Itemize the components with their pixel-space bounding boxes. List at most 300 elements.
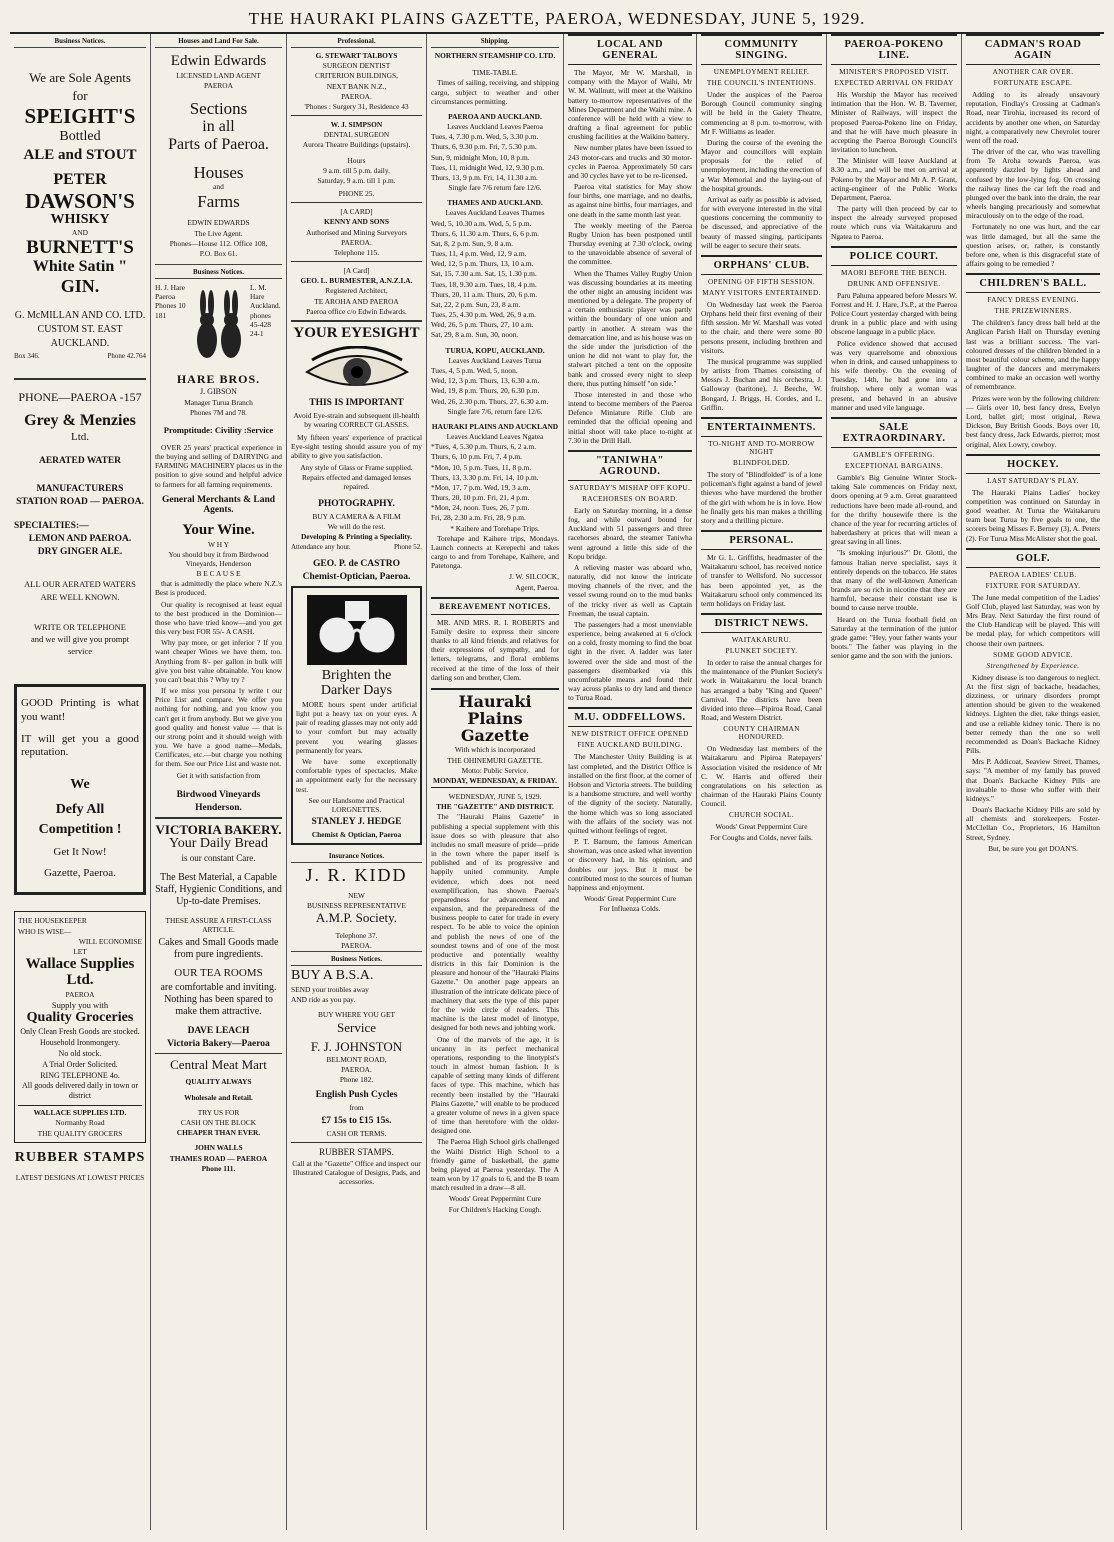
timetable-heading: PAEROA AND AUCKLAND. [448, 111, 542, 121]
ad-text: W. J. SIMPSON [330, 120, 383, 130]
ad-headline: RUBBER STAMPS [14, 1149, 146, 1165]
section-subtitle: DRUNK AND OFFENSIVE. [847, 279, 941, 288]
section-subtitle: ANOTHER CAR OVER. [992, 68, 1074, 76]
ad-headline: Darker Days [320, 683, 393, 699]
ad-text: DRY GINGER ALE. [37, 547, 123, 558]
ad-headline: White Satin " [32, 258, 128, 276]
section-subtitle: FIXTURE FOR SATURDAY. [985, 581, 1081, 590]
ad-text: Supply you with [51, 999, 109, 1010]
ad-text: Registered Architect, [325, 286, 388, 296]
section-subtitle: OPENING OF FIFTH SESSION. [707, 277, 816, 286]
article-body: Early on Saturday morning, in a dense fog, and while outward bound for Auckland with 51 passengers and three racehorses aboard, the steamer Taniwha went aground a little this side of the Kopu bridge. [568, 505, 692, 561]
section-heading: Houses and Land For Sale. [155, 34, 282, 48]
article-body: The story of "Blindfolded" is of a lone policeman's fight against a band of jewel thieves who have murdered the brother of the girl with whom he is in love. How he finally gets his man makes a thrilling story and a thrilling picture. [701, 469, 822, 525]
ad-body: Torehape and Kaihere trips, Mondays. Launch connects at Kerepechi and takes cargo to and from Torehape, Kaihere, and Patetonga. [431, 533, 559, 571]
ad-headline: Service [337, 1019, 376, 1035]
ad-footer [14, 352, 146, 360]
timetable-row: *Mon, 17, 7 p.m. Wed, 19, 3 a.m. [431, 482, 531, 492]
ad-text: LET [73, 946, 87, 956]
timetable-row: Tues, 18, 9.30 a.m. Tues, 18, 4 p.m. [431, 279, 537, 289]
timetable-rows [431, 219, 559, 340]
section-subtitle: NEW DISTRICT OFFICE OPENED [571, 730, 689, 739]
section-title: M.U. ODDFELLOWS. [568, 707, 692, 727]
section-title: CADMAN'S ROAD AGAIN [966, 34, 1100, 65]
ad-text: Phones—House 112. Office 108, [169, 238, 268, 248]
ad-text: PAEROA. [341, 237, 372, 247]
ad-body: that is admittedly the place where N.Z.'s Best is produced. [155, 579, 282, 598]
ad-text: Single fare 7/6 return fare 12/6. [448, 183, 542, 193]
ad-headline: £7 15s to £15 15s. [321, 1115, 392, 1126]
article-body: Paeroa vital statistics for May show four births, one marriage, and no deaths, as against nine births, four marriages, and one death in the same month last year. [568, 182, 692, 219]
ad-text: service [67, 646, 93, 657]
ad-headline: ALE and STOUT [23, 147, 137, 164]
ad-body: Why pay more, or get inferior ? If you want cheaper Wines we have them, too. Anything from 8/- per gallon in bulk will give you best value obtainable. You know you can't beat this ? Why try ? [155, 638, 282, 684]
section-subtitle: WAITAKARURU. [731, 636, 792, 645]
ad-text: MONDAY, WEDNESDAY, & FRIDAY. [431, 776, 559, 788]
ad-text: Gazette, Paeroa. [44, 867, 116, 880]
ad-text: is our constant Care. [181, 853, 256, 864]
ad-headline: Edwin Edwards [170, 53, 267, 69]
column-7 [827, 34, 962, 1530]
ad-text: Phone 182. [339, 1075, 374, 1085]
ad-text: SEND your troubles away [291, 985, 369, 995]
ad-text: IT will get you a good reputation. [21, 732, 139, 759]
ad-headline: Your Wine. [182, 521, 255, 538]
ad-text: CASH OR TERMS. [326, 1128, 387, 1138]
timetable-row: Wed, 12, 5 p.m. Thurs, 13, 10 a.m. [431, 259, 534, 269]
article-body: Heard on the Turua football field on Saturday at the termination of the junior grade game: "Hey, your father wants your boots." The father was playing in the senior game and the son with the juniors. [831, 614, 957, 661]
ad-headline: VICTORIA BAKERY. [155, 821, 282, 837]
column-2 [151, 34, 287, 1530]
article-body: The Minister will leave Auckland at 8.30 a.m., and will be met on arrival at Pokeno by the Mayor and Mr A. P. Grant, acting-engineer of the Public Works Department, Paeroa. [831, 156, 957, 202]
ad-headline: F. J. JOHNSTON [310, 1039, 403, 1055]
ad-text: 'Phones : Surgery 31, Residence 43 [304, 101, 409, 111]
section-subtitle: COUNTY CHAIRMAN HONOURED. [723, 725, 800, 742]
ad-text: The Live Agent. [194, 228, 243, 238]
ad-text: THESE ASSURE A FIRST-CLASS ARTICLE. [165, 916, 272, 935]
ad-text: CASH ON THE BLOCK [180, 1118, 257, 1127]
ad-text: QUALITY ALWAYS [185, 1077, 252, 1087]
section-subtitle: EXCEPTIONAL BARGAINS. [845, 461, 943, 470]
timetable-rows [431, 132, 559, 182]
section-title: PERSONAL. [701, 530, 822, 550]
ad-text: No old stock. [58, 1048, 102, 1058]
ad-text: WRITE OR TELEPHONE [34, 621, 126, 632]
ad-text: AND [71, 228, 88, 238]
timetable-row: Thurs, 6, 9.30 p.m. Fri, 7, 5.30 p.m. [431, 142, 537, 152]
ad-text: GEO. L. BURMESTER, A.N.Z.I.A. [300, 276, 413, 286]
article-body: Under the auspices of the Paeroa Borough Council community singing will be held in the Gaiety Theatre, commencing at 8 p.m. to-morrow, with Mr F. Williams as leader. [701, 90, 822, 136]
article-body: When the Thames Valley Rugby Union was discussing boundaries at its meeting the other night an amusing incident was mentioned by a delegate. The property of a certain enthusiastic player was partly within the boundary of one union and partly in another. A stream was the demarcation line, and as his house was on the side under the jurisdiction of the union he did not want to play for, the stalwart pitched a tent on the opposite bank and crossed every night to sleep there, thus putting himself "on side." [568, 268, 692, 388]
article-body: The "Hauraki Plains Gazette" in publishing a special supplement with this issue does so with pleasure that also includes no small measure of pride—pride in the town where the paper itself is published and of its progressive and happily united community. Ample evidence, which does not need exemplification, has shown Paeroa's preparedness for advancement and expansion, and the preparedness of the business people to cater for trade in every respect. To be able to voice the opinion and publish the news of one of the soundest towns and of one of the most productive and potentially wealthy districts in this fair Dominion is the pleasure and honour of the "Hauraki Plains Gazette." On another page appears an illustration of the intricate delicate piece of machinery that sets the type of this paper for the wide circle of readers. This machine is the latest model of linotype, designed for both news and jobbing work. [431, 812, 559, 1033]
article-body: A relieving master was aboard who, naturally, did not know the intricate moving channels of the river, and the vessel swung round on to the mud banks of the tricky river as well as Captain Freeman, the usual captain. [568, 562, 692, 618]
section-title: PAEROA-POKENO LINE. [831, 34, 957, 65]
ad-text: MANUFACTURERS [36, 484, 124, 495]
column-4 [427, 34, 564, 1530]
section-title: ENTERTAINMENTS. [701, 417, 822, 437]
ad-text: See our Handsome and Practical LORGNETTES. [308, 795, 405, 814]
ad-text: J. GIBSON [200, 386, 237, 396]
ad-headline: STANLEY J. HEDGE [311, 817, 402, 828]
ad-text: Paeroa office c/o Edwin Edwards. [306, 306, 407, 316]
ad-headline: in all [202, 117, 235, 135]
ad-text: For Influenza Colds. [599, 904, 661, 914]
paper-nameplate: Hauraki Plains Gazette [431, 688, 559, 744]
ad-text: Telephone 37. [335, 931, 378, 941]
timetable-row: Tues, 4, 7.30 p.m. Wed, 5, 3.30 p.m. [431, 132, 539, 142]
section-subtitle: PAEROA LADIES' CLUB. [989, 570, 1077, 579]
ad-text: Agent, Paeroa. [515, 582, 559, 592]
section-title: GOLF. [966, 548, 1100, 568]
ad-body: Our quality is recognised at least equal to the best produced in the Dominion—those who have tried know—and you get this very best FOR 55/- A CASH. [155, 599, 282, 637]
ad-headline: PHOTOGRAPHY. [318, 499, 395, 510]
ad-headline: Houses [193, 162, 244, 182]
ad-text: Authorised and Mining Surveyors [306, 227, 407, 237]
section-title: DISTRICT NEWS. [701, 613, 822, 633]
section-subtitle: EXPECTED ARRIVAL ON FRIDAY [834, 79, 954, 87]
timetable-cols: Leaves Auckland Leaves Turua [448, 355, 542, 365]
timetable-cols: Leaves Auckland Leaves Ngatea [446, 432, 544, 442]
section-subtitle: FINE AUCKLAND BUILDING. [577, 741, 683, 750]
article-body: The musical programme was supplied by artists from Thames consisting of Messrs J. Buchan and his orchestra, J. Galloway (baritone), J. Beeche, W. Bongard, J. Briggs, H. Cordes, and L. Griffin. [701, 356, 822, 412]
section-subtitle: Strengthened by Experience. [986, 661, 1080, 670]
ad-text: and [213, 182, 224, 192]
ad-headline: English Push Cycles [315, 1090, 398, 1101]
ad-text: Chemist & Optician, Paeroa [311, 830, 402, 840]
timetable-row: Sun, 9, midnight Mon, 10, 8 p.m. [431, 152, 530, 162]
ad-headline: A.M.P. Society. [315, 910, 398, 926]
ad-text: Get it with satisfaction from [176, 770, 261, 780]
ad-text: For Children's Hacking Cough. [448, 1204, 542, 1214]
article-body: His Worship the Mayor has received intimation that the Hon. W. B. Taverner, Minister of Railways, will inspect the proposed Paeroa-Pokeno line on Friday, and that he will have much pleasure in accepting the Paeroa Borough Council's invitation to luncheon. [831, 90, 957, 155]
article-body: The children's fancy dress ball held at the Anglican Parish Hall on Thursday evening last was a brilliant success. The vari-coloured dresses of the children blended in a most beautiful colour scheme, and the happy laughter of the dancers and merrymakers combined to make an occasion well worthy of remembrance. [966, 318, 1100, 392]
ad-text: All goods delivered daily in town or district [22, 1081, 138, 1101]
ad-text: AND ride as you pay. [291, 995, 356, 1005]
article-body: Police evidence showed that accused was very quarrelsome and obnoxious when in drink, and caused unhappiness to his wife thereby. On the evening of Tuesday, 14th, he had gone into a fruitshop, where only a woman was present, and behaved in an abusive manner and used vile language. [831, 338, 957, 412]
page-masthead: THE HAURAKI PLAINS GAZETTE, PAEROA, WEDNESDAY, JUNE 5, 1929. [10, 6, 1104, 34]
timetable-row: Fri, 28, 2.30 a.m. Fri, 28, 9 p.m. [431, 513, 526, 523]
printing-ad [14, 684, 146, 895]
timetable-cols: Leaves Auckland Leaves Paeroa [447, 122, 543, 132]
ad-text: PAEROA [65, 989, 95, 999]
ad-text: Household Ironmongery. [40, 1037, 120, 1047]
ad-text: [A Card] [343, 266, 370, 276]
section-subtitle: MAORI BEFORE THE BENCH. [840, 268, 948, 277]
optician-ad [291, 586, 422, 846]
ad-headline: PETER [53, 170, 107, 188]
ad-text: PHONE 25. [338, 189, 375, 199]
section-title: ORPHANS' CLUB. [701, 255, 822, 275]
section-subtitle: PLUNKET SOCIETY. [725, 647, 798, 656]
ad-text: RING TELEPHONE 4o. [40, 1070, 120, 1080]
ad-headline: BUY A B.S.A. [291, 968, 374, 984]
section-subtitle: BLINDFOLDED. [733, 458, 790, 467]
ad-headline: YOUR EYESIGHT [293, 324, 420, 341]
article-body: Fortunately no one was hurt, and the car was little damaged, but all the same the question arises, or, rather, is constantly before one, when is this disgraceful state of affairs going to be remedied ? [966, 222, 1100, 269]
section-subtitle: MANY VISITORS ENTERTAINED. [702, 288, 821, 297]
article-body: Kidney disease is too dangerous to neglect. At the first sign of backache, headaches, dizziness, or urinary disorders prompt attention should be given to the weakened kidneys. Lighten the diet, take things easier, and use a reliable kidney tonic. There is no better remedy than the one so well recommended as Doan's Backache Kidney Pills. [966, 672, 1100, 756]
column-1 [10, 34, 151, 1530]
ad-text: for [72, 87, 88, 103]
timetable-row: *Mon, 10, 5 p.m. Tues, 11, 8 p.m. [431, 462, 532, 472]
article-body: P. T. Barnum, the famous American showman, was once asked what invention or discovery had, in his opinion, and doubles our joys. But it must be contributed most to the sources of human happiness and enjoyment. [568, 837, 692, 892]
ad-body: Times of sailing, receiving, and shipping cargo, subject to weather and other circumstances permitting. [431, 78, 559, 106]
ad-text: WALLACE SUPPLIES LTD. [18, 1105, 142, 1117]
ad-headline: WHISKY [50, 211, 110, 227]
timetable-rows [431, 442, 559, 522]
ad-text: Get It Now! [53, 845, 107, 858]
ad-headline: Parts of Paeroa. [168, 135, 269, 153]
ad-body: MORE hours spent under artificial light put a heavy tax on your eyes. A pair of reading glasses may not only add to your comfort but may actually prevent you wearing glasses permanently for years. [296, 699, 417, 755]
section-heading: Shipping. [431, 34, 559, 48]
ad-text: THAMES ROAD — PAEROA [169, 1153, 268, 1163]
ad-text: RUBBER STAMPS. [319, 1146, 394, 1157]
ad-text: are comfortable and inviting. Nothing has been spared to make them attractive. [160, 981, 277, 1017]
ad-text: Cakes and Small Goods made from pure ingredients. [158, 936, 279, 960]
ad-text: PAEROA. [341, 1065, 372, 1075]
timetable-row: *Mon, 24, noon. Tues, 26, 7 p.m. [431, 503, 530, 513]
timetable-heading: TURUA, KOPU, AUCKLAND. [445, 345, 545, 355]
ad-headline: Farms [197, 191, 240, 211]
ad-headline: GEO. P. de CASTRO [312, 558, 400, 569]
eye-illustration [302, 346, 412, 394]
timetable-row: Tues, 11, midnight Wed, 12, 9.30 p.m. [431, 162, 545, 172]
section-subtitle: SOME GOOD ADVICE. [993, 650, 1073, 659]
ad-text: OUR TEA ROOMS [174, 966, 263, 979]
ad-headline: Central Meat Mart [170, 1056, 267, 1072]
ad-text: PAEROA [204, 80, 233, 90]
section-subtitle: SATURDAY'S MISHAP OFF KOPU. [569, 483, 691, 492]
ad-text: For Coughs and Colds, never fails. [710, 832, 813, 842]
article-body: The June medal competition of the Ladies' Golf Club, played last Saturday, was won by Mrs Bray. Next Saturday the first round of the Club Handicap will be played. This will be medal play, for which competitors will choose their own partners. [966, 592, 1100, 648]
section-subtitle: CHURCH SOCIAL. [728, 811, 795, 820]
section-title: CHILDREN'S BALL. [966, 273, 1100, 293]
timetable-row: Thurs, 20, 11 a.m. Thurs, 20, 6 p.m. [431, 289, 538, 299]
phone-number: Phone 42.764 [107, 352, 146, 361]
ad-text: Manager Turua Branch [184, 397, 253, 407]
ad-text: BUY A CAMERA & A FILM [312, 512, 401, 522]
ad-headline: DAWSON'S [25, 188, 135, 213]
ad-headline: J. R. KIDD [305, 865, 408, 886]
ad-text: L. M. Hare Auckland. phones 45-428 24-1 [250, 283, 281, 338]
ad-text: BELMONT ROAD, [326, 1054, 387, 1064]
column-3 [287, 34, 427, 1530]
hare-bros-ad [155, 282, 282, 372]
article-body: Prizes were won by the following children:— Girls over 10, best fancy dress, Evelyn Lord, ballet girl; most original, Rewa Dickson, Buy British Goods. Boys over 10, best fancy dress, Jack Edwards, pierrot; most original, Alex Lowry, cowboy. [966, 393, 1100, 449]
column-6 [697, 34, 827, 1530]
section-subtitle: THE PRIZEWINNERS. [994, 307, 1072, 316]
timetable-row: Tues, 11, 4 p.m. Wed, 12, 9 a.m. [431, 249, 527, 259]
section-title: POLICE COURT. [831, 246, 957, 266]
section-heading: Business Notices. [14, 34, 146, 48]
ad-headline: SPEIGHT'S [24, 104, 136, 129]
dateline: WEDNESDAY, JUNE 5, 1929. [448, 792, 542, 802]
timetable-row: Thurs, 13, 9 p.m. Fri, 14, 11.30 a.m. [431, 172, 538, 182]
article-body: The weekly meeting of the Paeroa Rugby Union has been postponed until Thursday evening at 7.30 o'clock, owing to the unavoidable absence of several of the committee. [568, 220, 692, 267]
ad-text: BUSINESS REPRESENTATIVE [307, 901, 406, 911]
section-title: "TANIWHA" AGROUND. [568, 450, 692, 481]
article-body: "Is smoking injurious?" Dr. Glotti, the famous Italian nerve specialist, says it entirely depends on the tobacco. He states that many of the well-known American brands are so rich in nicotine that they are harmful, because their constant use is bound to cause nerve trouble. [831, 548, 957, 613]
section-subtitle: THE COUNCIL'S INTENTIONS. [706, 79, 817, 87]
ad-text: * Kaihere and Torehape Trips. [450, 523, 540, 533]
section-subtitle: MINISTER'S PROPOSED VISIT. [839, 68, 949, 76]
ad-text: WHO IS WISE— [18, 926, 72, 936]
ad-text: KENNY AND SONS [323, 217, 390, 227]
ad-headline: Promptitude: Civility :Service [163, 424, 274, 435]
section-subtitle: TO-NIGHT AND TO-MORROW NIGHT [708, 439, 815, 456]
timetable-row: Thurs, 6, 10 p.m. Fri, 7, 4 p.m. [431, 452, 522, 462]
ad-text: Only Clean Fresh Goods are stocked. [20, 1026, 140, 1036]
rabbits-illustration [189, 282, 249, 372]
ad-headline: BURNETT'S [26, 237, 134, 259]
article-body: Adding to its already unsavoury reputation, Findlay's Crossing at Cadman's Road, near Tirohia, increased its record of accidents by another one when, on Saturday night, a comparatively new Chevrolet tourer went off the road. [966, 90, 1100, 145]
column-5 [564, 34, 697, 1530]
timetable-row: Thurs, 20, 10 p.m. Fri, 21, 4 p.m. [431, 493, 530, 503]
ad-text: EDWIN EDWARDS [187, 218, 250, 228]
article-body: Those interested in and those who intend to become members of the Paeroa Defence Miniature Rifle Club are reminded that the official opening and initial shoot will take place to-night at 7.30 in the Drill Hall. [568, 389, 692, 445]
ad-text: Bottled [59, 129, 101, 145]
timetable-row: Wed, 26, 5 p.m. Thurs, 27, 10 a.m. [431, 320, 534, 330]
ad-headline: THIS IS IMPORTANT [309, 397, 404, 408]
section-heading: Business Notices. [155, 264, 282, 279]
spectacles-illustration [307, 595, 407, 665]
section-heading: Business Notices. [291, 951, 422, 966]
ad-headline: Grey & Menzies [24, 411, 136, 429]
timetable-heading: THAMES AND AUCKLAND. [447, 198, 543, 208]
ad-headline: Birdwood Vineyards [176, 789, 261, 800]
section-subtitle: FORTUNATE ESCAPE. [993, 79, 1073, 87]
ad-text: G. STEWART TALBOYS [315, 51, 398, 60]
ad-text: 9 a.m. till 5 p.m. daily. [323, 165, 390, 175]
timetable-row: Sat, 22, 2 p.m. Sun, 23, 8 a.m. [431, 299, 521, 309]
ad-text: THE HOUSEKEEPER [18, 916, 87, 926]
timetable-row: Wed, 19, 8 p.m. Thurs, 20, 6.30 p.m. [431, 386, 540, 396]
ad-text: CHEAPER THAN EVER. [176, 1128, 261, 1138]
ad-text: J. W. SILCOCK, [509, 572, 559, 582]
article-body: The driver of the car, who was travelling from Te Aroha towards Paeroa, was apparently dazzled by lights ahead and confused by the low-lying fog. On crossing the railway lines the car left the road and plunged over the bank into the drain, the rear wheels hanging precariously and somewhat miraculously on to the edge of the road. [966, 147, 1100, 221]
ad-text: CRITERION BUILDINGS, [315, 71, 398, 81]
article-headline: THE "GAZETTE" AND DISTRICT. [436, 802, 554, 812]
ad-text: and we will give you prompt [31, 634, 129, 645]
section-heading: Professional. [291, 34, 422, 48]
ad-text: THE OHINEMURI GAZETTE. [447, 755, 543, 765]
ad-text: TE AROHA AND PAEROA [314, 296, 399, 306]
ad-text: B E C A U S E [196, 569, 241, 579]
section-title: COMMUNITY SINGING. [701, 34, 822, 65]
ad-headline: Defy All [55, 801, 105, 817]
ad-text: AERATED WATER [38, 456, 122, 467]
ad-headline: HARE BROS. [176, 372, 261, 387]
ad-text: NEW [348, 891, 365, 901]
ad-headline: PHONE—PAEROA -157 [18, 390, 142, 405]
timetable-row: Sat, 15, 7.30 a.m. Sat, 15, 1.30 p.m. [431, 269, 537, 279]
ad-text: We are Sole Agents [29, 70, 131, 85]
ad-text: [A CARD] [340, 207, 373, 217]
section-subtitle: LAST SATURDAY'S PLAY. [987, 476, 1079, 485]
notice-body: MR. AND MRS. R. I. ROBERTS and Family desire to express their sincere thanks to all kind friends and relatives for their expressions of sympathy, and for letters, telegrams, and floral emblems received at the time of the loss of their darling son and brother, Clem. [431, 617, 559, 682]
article-body: One of the marvels of the age, it is uncanny in its perfect mechanical operations, responding to the linotypist's touch in almost human fashion. It is capable of setting many kinds of different faces of type. This machine, which has recently been installed by the "Hauraki Plains Gazette," will enable to be produced a greater volume of news in a given space of time than heretofore with the older-designed one. [431, 1034, 559, 1136]
article-body: Mrs P. Addicoat, Seaview Street, Thames, says: "A member of my family has proved that Doan's Backache Kidney Pills are invaluable to those who suffer with their kidneys." [966, 757, 1100, 803]
ad-text: A Trial Order Solicited. [42, 1059, 118, 1069]
ad-text: Motto: Public Service. [461, 765, 529, 775]
column-8 [962, 34, 1104, 1530]
article-body: Doan's Backache Kidney Pills are sold by all chemists and storekeepers. Foster-McClellan Co., Proprietors, 16 Hamilton Street, Sydney. [966, 805, 1100, 842]
ad-headline: DAVE LEACH [187, 1025, 250, 1036]
ad-body: If we miss you persona ly write t our Price List and compare. We offer you nothing for nothing, and you know you can't get it from anybody. But we give you good quality and honest value — that is our strong point and it should weigh with you. We have a good name—Medals, Certificates, etc.—but charge you nothing for them. See our Price List and waste not. [155, 686, 282, 769]
timetable-row: Thurs, 13, 3.30 p.m. Fri, 14, 10 p.m. [431, 472, 539, 482]
ad-text: Avoid Eye-strain and subsequent ill-health by wearing CORRECT GLASSES. [293, 410, 420, 429]
ad-text: LICENSED LAND AGENT [176, 70, 261, 80]
ad-text: Ltd. [70, 431, 90, 444]
article-body: Arrival as early as possible is advised, for with everyone interested in the vital questions concerning the community to be discussed, and appreciative of the beauty of massed singing, participants will be eager to secure their seats. [701, 194, 822, 250]
article-body: The party will then proceed by car to inspect the already surveyed proposed route which runs via Waitakaruru and Ngatea to Paeroa. [831, 204, 957, 241]
article-body: Paru Pahuna appeared before Messrs W. Forrest and H. J. Hare, J's.P., at the Paeroa Police Court yesterday charged with being drunk in a public place and with using obscene language in a public place. [831, 290, 957, 337]
ad-text: Normanby Road [55, 1118, 105, 1128]
ad-body: OVER 25 years' practical experience in the buying and selling of DAIRYING and FARMING MACHINERY places us in the position to give sound and helpful advice to farmers for all farming requirements. [155, 442, 282, 489]
ad-text: CUSTOM ST. EAST [37, 324, 123, 336]
timetable-row: Sat, 29, 8 a.m. Sun, 30, noon. [431, 330, 519, 340]
ad-text: Wholesale and Retail. [184, 1092, 253, 1102]
ad-text: We will do the rest. [327, 522, 386, 532]
timetable-row: Sat, 8, 2 p.m. Sun, 9, 8 a.m. [431, 238, 513, 248]
ad-text: Woods' Great Peppermint Cure [715, 822, 808, 832]
ad-headline: Wallace Supplies Ltd. [25, 956, 135, 988]
timetable-row: *Tues, 4, 5.30 p.m. Thurs, 6, 2 a.m. [431, 442, 537, 452]
article-body: In order to raise the annual charges for the maintenance of the Plunket Society's work in Waitakaruru the local branch has arranged a baby "King and Queen" Carnival. The districts have been divided into three—Pipiroa Road, Canal Road, and Western District. [701, 658, 822, 723]
ad-text: JOHN WALLS [194, 1143, 243, 1153]
ad-headline: Victoria Bakery—Paeroa [167, 1038, 270, 1049]
ad-text: ALL OUR AERATED WATERS [24, 579, 136, 590]
box-number: Box 346. [14, 352, 40, 361]
ad-headline: Henderson. [195, 802, 242, 813]
section-subtitle: GAMBLE'S OFFERING. [853, 450, 935, 459]
ad-text: W H Y [208, 539, 229, 549]
ad-body: We have some exceptionally comfortable types of spectacles. Make an appointment early for the necessary test. [296, 757, 417, 794]
wallace-ad [14, 911, 146, 1142]
ad-text: NORTHERN STEAMSHIP CO. LTD. [434, 51, 556, 60]
ad-headline: General Merchants & Land Agents. [161, 494, 276, 515]
section-subtitle: FANCY DRESS EVENING. [987, 296, 1079, 305]
ad-text: Aurora Theatre Buildings (upstairs). [302, 140, 411, 150]
ad-text: LEMON AND PAEROA. [28, 534, 132, 545]
ad-headline: Chemist-Optician, Paeroa. [302, 571, 411, 582]
ad-text: from [349, 1103, 364, 1113]
article-body: Gamble's Big Genuine Winter Stock-taking Sale commences on Friday next, doors opening at 9 a.m. Great guaranteed reductions have been made all-round, and for the thrifty housewife there is the chance of the year for recurring articles of haberdashery at prices that will mean a great saving in all lines. [831, 472, 957, 547]
ad-headline: GIN. [60, 276, 100, 297]
section-title: BEREAVEMENT NOTICES. [431, 597, 559, 615]
ad-text: Call at the "Gazette" Office and inspect our Illustrated Catalogue of Designs, Pads, and accessories. [292, 1158, 421, 1187]
timetable-row: Wed, 12, 3 p.m. Thurs, 13, 6.30 a.m. [431, 376, 540, 386]
ad-text: LATEST DESIGNS AT LOWEST PRICES [15, 1173, 145, 1183]
ad-text: SURGEON DENTIST [322, 61, 391, 71]
timetable-row: Wed, 26, 2.30 p.m. Thurs, 27, 6.30 a.m. [431, 396, 549, 406]
section-subtitle: RACEHORSES ON BOARD. [582, 494, 678, 503]
ad-text: The Best Material, a Capable Staff, Hygienic Conditions, and Up-to-date Premises. [155, 872, 282, 908]
timetable-cols: Leaves Auckland Leaves Thames [445, 208, 545, 218]
ad-text: Developing & Printing a Speciality. [300, 532, 413, 542]
article-body: Mr G. L. Griffiths, headmaster of the Waitakaruru school, has received notice of transfer to Wellsford. No successor has been appointed yet, as the Waitakaruru school only commenced its term holidays on Friday last. [701, 553, 822, 608]
article-body: The passengers had a most unenviable experience, being awakened at 6 o'clock on a cold, frosty morning to find the boat tight in the river. A ladder was later lowered over the side and most of the passengers disembarked via this uncomfortable means and found their way across planks to dry land and thence to Turua Road. [568, 619, 692, 703]
ad-headline: Your Daily Bread [169, 836, 268, 852]
section-title: LOCAL AND GENERAL [568, 34, 692, 65]
ad-text: Attendance any hour. [291, 542, 351, 551]
ad-text: BUY WHERE YOU GET [317, 1010, 396, 1020]
ad-text: Telephone 115. [333, 247, 380, 257]
phone-number: Phone 52. [394, 542, 422, 551]
article-body: The Paeroa High School girls challenged the Waihi District High School to a friendly game of basketball, the game being played at Paeroa yesterday. The A team won by 17 goals to 6, and the B team match resulted in a draw—8 all. [431, 1137, 559, 1193]
ad-text: You should buy it from Birdwood Vineyards, Henderson [168, 549, 269, 568]
ad-text: PAEROA. [341, 941, 372, 951]
